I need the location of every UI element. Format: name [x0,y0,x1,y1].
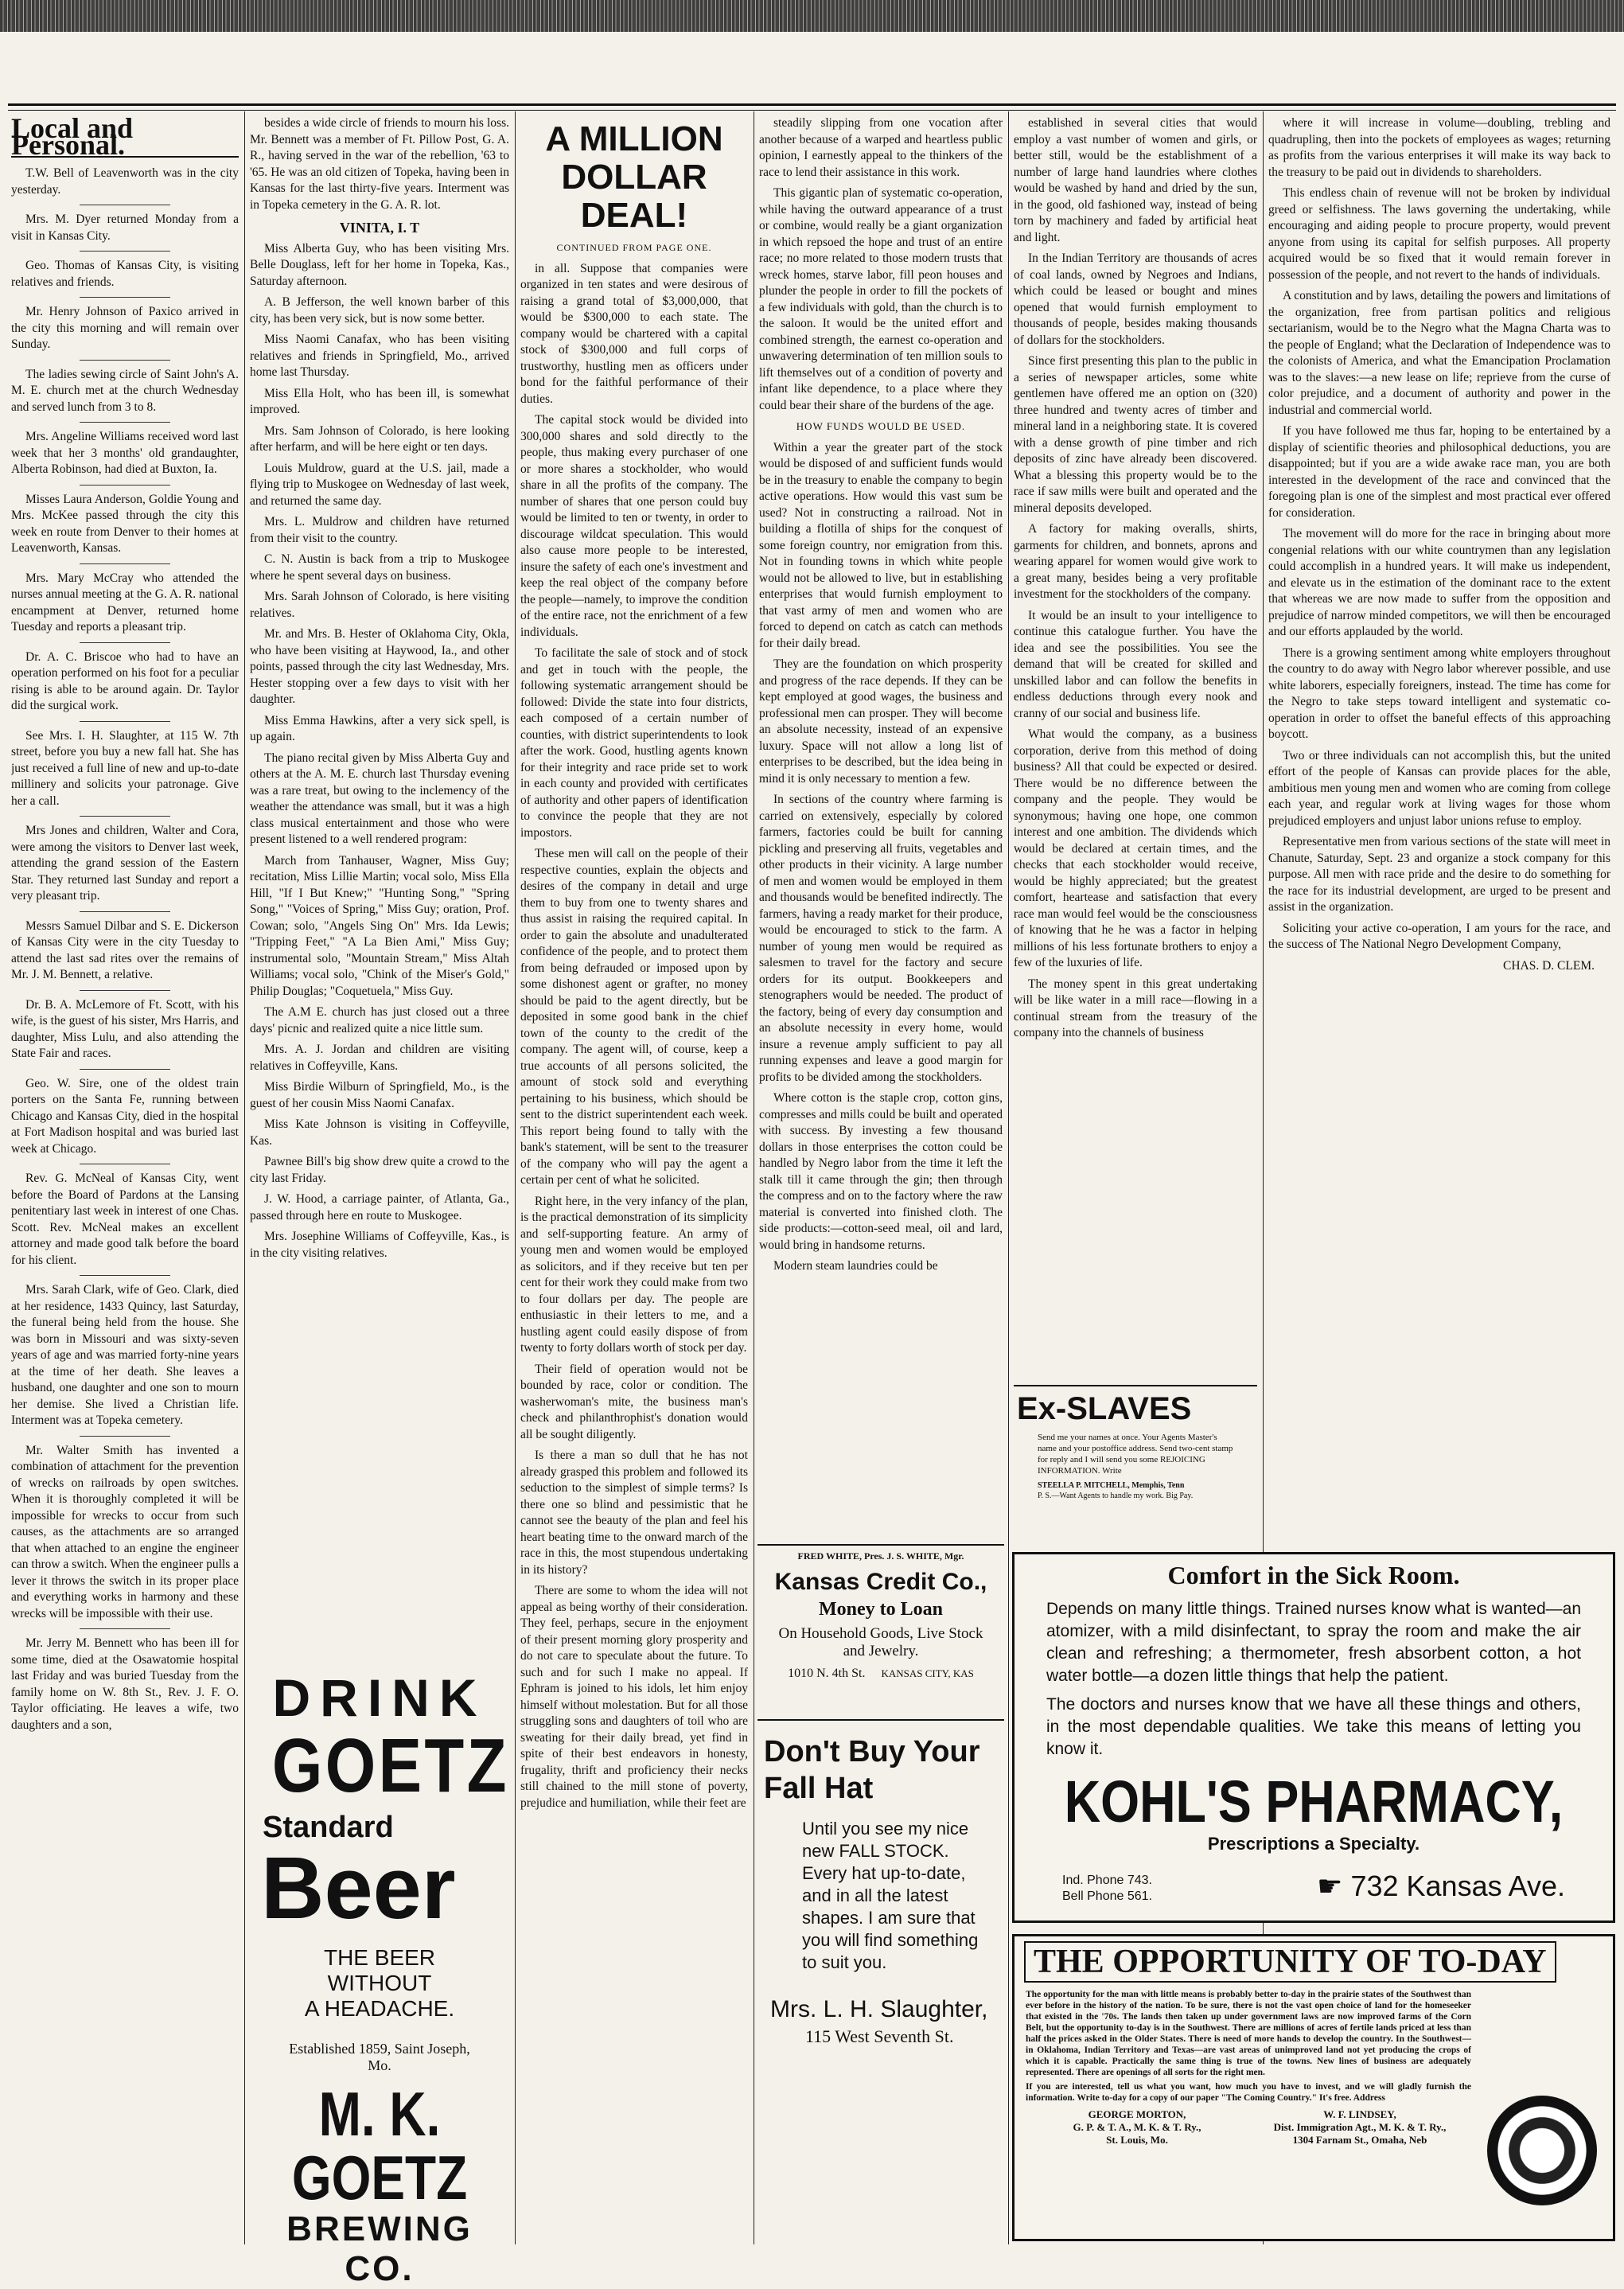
column-divider [1008,111,1009,2244]
credit-city: KANSAS CITY, KAS [881,1667,974,1679]
contact-1-name: GEORGE MORTON, [1088,2108,1186,2120]
paragraph: Pawnee Bill's big show drew quite a crowd to the city last Friday. [250,1155,509,1185]
paragraph: A. B Jefferson, the well known barber of this city, has been very sick, but is now some better. [250,295,509,326]
column-divider [244,111,245,2244]
paragraph: Mrs. Mary McCray who attended the nurses annual meeting at the G. A. R. national encampment at Denver, returned home Tuesday and reports a pleasant trip. [11,571,239,634]
paragraph: Mr. Henry Johnson of Paxico arrived in the city this morning and will remain over Sunday. [11,305,239,351]
paragraph: Mrs Jones and children, Walter and Cora, were among the visitors to Denver last week, attending the grand session of the Eastern Star. They returned last Sunday and report a very pleasant trip. [11,824,239,903]
paragraph: in all. Suppose that companies were organized in ten states and were desirous of raising a grand total of $3,000,000, that would be $300,000 to each state. The company would be chartered with a capital stock of $300,000 and full corps of trustworthy, hustling men as officers under bond for the faithful performance of their duties. [520,261,748,406]
opportunity-body: The opportunity for the man with little means is probably better to-day in the prairie states of the Southwest than ever before in the history of the nation. To be sure, there is not the vast open choice of land for the homeseeker that existed in the '70s. The lands then taken up under government laws are now improved farms of the Corn Belt, but the opportunity to-day is in the Southwest. There are millions of acres of fertile lands priced at less than half the prices asked in the Older States. There is need of more hands to develop the country. In the Southwest—in Oklahoma, Indian Territory and Texas—are vast areas of unimproved land not yet producing the crops of which it is capable. Practically the same thing is true of the towns. New lines of business are adequately represented. There are openings of all sorts for the right men. [1026,1990,1471,2077]
pharmacy-tag: Prescriptions a Specialty. [1207,1834,1420,1854]
exslaves-title: Ex-SLAVES [1017,1391,1192,1426]
ad-line-3: A HEADACHE. [304,1996,455,2021]
article-body-5 [1268,115,1610,953]
paragraph: Since first presenting this plan to the public in a series of newspaper articles, some white gentlemen have offered me an option on (320) three hundred and twenty acres of timber and mineral land in a neighboring state. It is covered with a dense growth of pine timber and rich deposits of zinc have already been discovered. What a blessing this property would be to the race if saw mills were built and operated and the mineral deposits developed. [1014,354,1257,515]
paragraph: besides a wide circle of friends to mourn his loss. Mr. Bennett was a member of Ft. Pillow Post, G. A. R., having served in the war of the rebellion, '63 to '65. He was an old citizen of Topeka, having been in Kansas for the last thirty-five years. Interment was in Topeka cemetery in the G. A. R. lot. [250,116,509,212]
paragraph: Within a year the greater part of the stock would be disposed of and sufficient funds would be in the treasury to enable the company to begin active operations. How would this vast sum be used? Not in constructing a railroad. Not in building a flotilla of ships for the conquest of some foreign country, nor emigration from this. Not in founding towns in which white people would not be allowed to live, but in establishing enterprises that would furnish employment to that vast army of men and women who are forced to depend on catch as catch can methods for their daily bread. [759,440,1003,650]
page-top-edge [0,0,1624,32]
paragraph: Two or three individuals can not accomplish this, but the united effort of the people of Kansas can provide places for the able, ambitious men young men and women who are coming from college each year, and regular work at living wages for those whom prejudiced employers and unjust labor unions refuse to employ. [1268,748,1610,828]
paragraph: Dr. B. A. McLemore of Ft. Scott, with his wife, is the guest of his sister, Mrs Harris, and daughter, Miss Lulu, and also attending the State Fair and races. [11,997,239,1060]
kohls-pharmacy-ad [1012,1552,1615,1923]
ad-standard: Standard [263,1811,394,1844]
opportunity-body-2: If you are interested, tell us what you want, how much you have to invest, and we will gladly furnish the information. Write to-day for a copy of our paper "The Coming Country." It's free. Address [1026,2082,1471,2103]
ad-brewing: BREWING CO. [286,2209,473,2288]
paragraph: Mr. and Mrs. B. Hester of Oklahoma City, Okla, who have been visiting at Haywood, Ia., and other points, passed through the city last Wednesday, Mrs. Hester stopping over a few days to visit with her daughter. [250,627,509,706]
column-vinita [250,115,509,1636]
paragraph: Miss Birdie Wilburn of Springfield, Mo., is the guest of her cousin Miss Naomi Canafax. [250,1080,509,1110]
paragraph: Mr. Jerry M. Bennett who has been ill for some time, died at the Osawatomie hospital last Friday and was buried Tuesday from the family home on W. 8th St., Rev. J. F. O. Taylor officiating. He leaves a wife, two daughters and a son, [11,1636,239,1732]
pharmacy-body-2: The doctors and nurses know that we have all these things and others, in the most dependable qualities. We take this means of letting you know it. [1046,1695,1581,1758]
paragraph: March from Tanhauser, Wagner, Miss Guy; recitation, Miss Lillie Martin; vocal solo, Miss Ella Hill, "If I But Knew;" "Hunting Song," "Spring Song," "Voices of Spring," Miss Guy; oration, Prof. Cowan; solo, "Angels Sing On" Mrs. Ida Lewis; "Tripping Feet," "A La Bien Ami," Miss Guy; instrumental solo, "Mountain Stream," Miss Altah Williams; vocal solo, "Chink of the Miser's Gold," Philip Douglas; "Coquetuela," Miss Guy. [250,853,509,998]
paragraph: See Mrs. I. H. Slaughter, at 115 W. 7th street, before you buy a new fall hat. She has just received a full line of new and up-to-date millinery and solicits your patronage. Give her a call. [11,728,239,808]
credit-officers: FRED WHITE, Pres. J. S. WHITE, Mgr. [797,1550,964,1562]
paragraph: Dr. A. C. Briscoe who had to have an operation performed on his foot for a peculiar rising is able to be around again. Dr. Taylor did the surgical work. [11,649,239,712]
paragraph: Mrs. Josephine Williams of Coffeyville, Kas., is in the city visiting relatives. [250,1230,509,1260]
paragraph: It would be an insult to your intelligence to continue this catalogue further. You have the idea and see the possibilities. You see the demand that will be created for skilled and unskilled labor and can follow the benefits in endless deductions through every nook and cranny of our social and business life. [1014,608,1257,720]
hat-body: Until you see my nice new FALL STOCK. Every hat up-to-date, and in all the latest shapes. I am sure that you will find something to suit you. [802,1819,979,1972]
paragraph: Miss Kate Johnson is visiting in Coffeyville, Kas. [250,1117,509,1148]
paragraph: The ladies sewing circle of Saint John's A. M. E. church met at the church Wednesday and served lunch from 3 to 8. [11,367,239,414]
ad-beer: Beer [261,1839,456,1937]
contact-2-name: W. F. LINDSEY, [1323,2108,1396,2120]
paragraph: T.W. Bell of Leavenworth was in the city yesterday. [11,166,239,197]
column-divider [515,111,516,2244]
opportunity-of-today-ad [1012,1934,1615,2241]
paragraph: where it will increase in volume—doubling, trebling and quadrupling, then into the pockets of employees as wages; returning as profits from the various enterprises it will make its way back to the treasury to be paid out in dividends to shareholders. [1268,116,1610,179]
paragraph: Modern steam laundries could be [773,1259,938,1273]
credit-name: Kansas Credit Co., [774,1569,987,1595]
paragraph: Miss Emma Hawkins, after a very sick spell, is up again. [250,713,509,743]
hat-title: Don't Buy Your Fall Hat [764,1735,980,1805]
paragraph: They are the foundation on which prosperity and progress of the race depends. If they can be kept employed at good wages, the business and professional men can prosper. They will become an absolute necessity, instead of an expensive luxury. Space will not allow a long list of enterprises to be described, but the idea being in mind it is only necessary to mention a few. [759,657,1003,786]
paragraph: There is a growing sentiment among white employers throughout the country to do away with Negro labor wherever possible, and use white laborers, especially foreigners, instead. The time has come for the Negro to take steps toward intelligent and systematic co-operation in order to offset the baneful effects of this approaching boycott. [1268,645,1610,741]
item-separator [80,297,170,298]
contact-2-title: Dist. Immigration Agt., M. K. & T. Ry., [1273,2121,1447,2133]
exslaves-name: STEELLA P. MITCHELL, Memphis, Tenn [1038,1481,1185,1490]
column-divider [1263,111,1264,2244]
paragraph: Where cotton is the staple crop, cotton gins, compresses and mills could be built and operated with success. By investing a few thousand dollars in those enterprises the cotton could be handled by Negro labor from the time it left the stalk till it came through the gin; then through the compress and on to the factory where the raw material is converted into finished cloth. The side products:—cotton-seed meal, oil and lard, would bring in handsome returns. [759,1091,1003,1252]
vinita-items-list [250,241,509,1262]
paragraph: Mrs. Angeline Williams received word last week that her 3 months' old grandaughter, Alberta Robinson, had died at Buxton, Ia. [11,430,239,476]
column-article-continued [759,115,1003,1532]
paragraph: There are some to whom the idea will not appeal as being worthy of their consideration. They feel, perhaps, secure in the enjoyment of their present morning glory prosperity and do not care to speculate about the future. To such and for such I make no appeal. If Ephram is joined to his idols, let him enjoy himself without molestation. But for all those struggling sons and daughters of toil who are sweating for their daily bread, yet find in spite of their best endeavors in honesty, frugality, thrift and proficiency their necks still chained to the mill stone of poverty, prejudice and humiliation, while their feet are [520,1584,748,1810]
paragraph: Mrs. M. Dyer returned Monday from a visit in Kansas City. [11,213,239,243]
masthead-rule-thin [8,110,1616,111]
paragraph: Geo. Thomas of Kansas City, is visiting relatives and friends. [11,259,239,289]
column-local-personal [11,115,239,2240]
paragraph: Misses Laura Anderson, Goldie Young and Mrs. McKee passed through the city this week en route from Denver to their homes at Leavenworth, Kansas. [11,492,239,555]
continued-line: CONTINUED FROM PAGE ONE. [556,242,712,253]
paragraph: The capital stock would be divided into 300,000 shares and sold directly to the people, thus making every purchaser of one or more shares a stockholder, who would share in all the profits of the company. The number of shares that one person could buy would be limited to ten or twenty, in order to discourage wildcat speculation. This would also cause more people to be interested, insure the safety of each one's investment and keep the real object of the company before the people—namely, to improve the condition of the entire race, not the enrichment of a few individuals. [520,413,748,639]
paragraph: The movement will do more for the race in bringing about more congenial relations with our white countrymen than any legislation could accomplish in a hundred years. It will make us independent, and elevate us in the estimation of the dominant race to the extent that whereas we are now made to suffer from the opposition and prejudice of narrow minded competitors, we will then be encouraged and our efforts applauded by the world. [1268,527,1610,638]
paragraph: steadily slipping from one vocation after another because of a warped and heartless public opinion, I earnestly appeal to the thinkers of the race to lend their assistance in this work. [759,116,1003,179]
item-separator [80,911,170,912]
pharmacy-heading: Comfort in the Sick Room. [1167,1561,1460,1589]
paragraph: This endless chain of revenue will not be broken by individual greed or selfishness. The laws governing the undertaking, while encouraging and aiding people to procure property, would prevent anyone from using its capital for selfish purposes. All property acquired would be so fixed that it would remain forever in possession of the people, and not revert to the hands of individuals. [1268,186,1610,282]
paragraph: Their field of operation would not be bounded by race, color or condition. The washerwoman's mite, the business man's check and philanthrophist's donation would all be sought diligently. [520,1362,748,1441]
paragraph: This gigantic plan of systematic co-operation, while having the outward appearance of a trust or combine, would really be a giant organization in which repsoed the hope and trust of an entire race; no more related to those modern trusts that wreck homes, starve labor, fill peon houses and plunder the people in order to fill the pockets of a few individuals with gold, than the church is to the saloon. It would be the united effort and combined strength, the earnest co-operation and unwavering determination of ten million souls to lift themselves out of a condition of poverty and infant like dependence, to a place where they could bear their share of the burdens of the age. [759,186,1003,412]
item-separator [80,251,170,252]
article-title: A MILLION DOLLAR DEAL! [545,119,723,235]
column-million-dollar-deal [520,115,748,2240]
ad-established: Established 1859, Saint Joseph, Mo. [289,2041,470,2073]
contact-1-city: St. Louis, Mo. [1106,2134,1168,2146]
item-separator [80,563,170,564]
paragraph: Soliciting your active co-operation, I am yours for the race, and the success of The National Negro Development Company, [1268,921,1610,951]
paragraph: Messrs Samuel Dilbar and S. E. Dickerson of Kansas City were in the city Tuesday to attend the last sad rites over the remains of Mr. J. M. Bennett, a relative. [11,918,239,981]
paragraph: Is there a man so dull that he has not already grasped this problem and followed its seduction to the simplest of simple terms? Is there one so blind and pessimistic that he cannot see the beauty of the plan and feel his heart beating time to the onward march of the race in this, the most stupendous undertaking in its history? [520,1449,748,1577]
item-separator [80,1069,170,1070]
paragraph: established in several cities that would employ a vast number of women and girls, or better still, would be the establishment of a number of large hand laundries where clothes would be washed by hand and dried by the sun, in the good, old fashioned way, instead of being torn by machinery and faded by artificial heat and light. [1014,116,1257,244]
funds-subhead: HOW FUNDS WOULD BE USED. [796,420,966,432]
column-article-continued-3 [1014,115,1257,1373]
paragraph: Mrs. Sarah Clark, wife of Geo. Clark, died at her residence, 1433 Quincy, last Saturday, the funeral being held from the house. She was born in Missouri and was sixty-seven years of age and was married forty-nine years at the time of her death. She leaves a husband, one daughter and one son to mourn her demise. She lived a Christian life. Interment was at Topeka cemetery. [11,1283,239,1427]
item-separator [80,1275,170,1276]
opportunity-title: THE OPPORTUNITY OF TO-DAY [1024,1941,1556,1983]
paragraph: Louis Muldrow, guard at the U.S. jail, made a flying trip to Muskogee on Wednesday of last week, and returned the same day. [250,461,509,508]
masthead-rule [8,103,1616,106]
ex-slaves-ad [1014,1385,1257,1538]
column-article-continued-4 [1268,115,1610,1524]
item-separator [80,816,170,817]
paragraph: To facilitate the sale of stock and of stock and get in touch with the people, the following systematic arrangement should be followed: Divide the state into four districts, each composed of a certain number of counties, with district superintendents to look after the work. Good, hustling agents known for their integrity and race pride set to work in each county and provided with certificates of authority and other papers of identification to convince the people that they are not impostors. [520,646,748,840]
pharmacy-address: 732 Kansas Ave. [1350,1870,1565,1902]
paragraph: Miss Naomi Canafax, who has been visiting relatives and friends in Springfield, Mo., arrived home last Thursday. [250,333,509,379]
article-body-4 [1014,115,1257,1042]
goetz-beer-ad [253,1659,509,2288]
ad-line-1: THE BEER [323,1945,436,1970]
paragraph: What would the company, as a business corporation, derive from this method of doing business? All that could be expected or desired. There would be no difference between the company and the people. They would be synonymous; having one hope, one common interest and one ambition. The dividends which would be declared at certain times, and the checks that each stockholder would receive, would be highly appreciated; but the greatest comfort, heartease and satisfaction that every race man would feel would be the consciousness of knowing that he he was a factor in helping millions of his less fortunate brothers to enjoy a few of the luxuries of life. [1014,727,1257,969]
paragraph: In the Indian Territory are thousands of acres of coal lands, owned by Negroes and Indians, which could be leased or bought and mines opened that would furnish employment to thousands of people, besides making thousands of dollars for the stockholders. [1014,252,1257,347]
hat-address: 115 West Seventh St. [805,2026,954,2046]
paragraph: If you have followed me thus far, hoping to be entertained by a display of scientific theories and philosophical deductions, you are disappointed; but if you are a wide awake race man, you are both interested in the development of the race and convinced that the foregoing plan is one of the simplest and most practical ever offered for consideration. [1268,424,1610,520]
paragraph: Miss Ella Holt, who has been ill, is somewhat improved. [250,386,509,416]
kansas-credit-ad [757,1544,1004,1721]
contact-1-title: G. P. & T. A., M. K. & T. Ry., [1073,2121,1201,2133]
vinita-heading: VINITA, I. T [339,220,420,236]
item-separator [80,721,170,722]
ad-company: M. K. GOETZ [291,2079,468,2213]
paragraph: A factory for making overalls, shirts, garments for children, and bonnets, aprons and wearing apparel for women would give work to a great many, besides being a very profitable investment for the stockholders of the company. [1014,522,1257,601]
paragraph: Mrs. Sam Johnson of Colorado, is here looking after herfarm, and will be here eight or ten days. [250,423,509,454]
fall-hat-ad [757,1726,1004,2235]
credit-tag: Money to Loan [819,1599,943,1620]
contact-2-city: 1304 Farnam St., Omaha, Neb [1292,2134,1427,2146]
pharmacy-phone-2: Bell Phone 561. [1062,1889,1152,1903]
paragraph: C. N. Austin is back from a trip to Muskogee where he spent several days on business. [250,552,509,583]
article-body [520,261,748,1812]
paragraph: Mrs. L. Muldrow and children have returned from their visit to the country. [250,515,509,545]
credit-address: 1010 N. 4th St. [788,1667,866,1680]
item-separator [80,1436,170,1437]
ad-goetz: GOETZ [271,1723,509,1808]
pharmacy-body-1: Depends on many little things. Trained nurses know what is wanted—an atomizer, with a mild disinfectant, to spray the room and make the air clean and refreshing; a thermometer, fresh absorbent cotton, a hot water bottle—a dozen little things that help the patient. [1046,1600,1581,1685]
ad-line-2: WITHOUT [327,1971,432,1995]
exslaves-footer: P. S.—Want Agents to handle my work. Big Pay. [1038,1492,1194,1500]
hand-pointer-icon: ☛ [1317,1870,1343,1902]
exslaves-body: Send me your names at once. Your Agents Master's name and your postoffice address. Send two-cent stamp for reply and I will send you some REJOICING INFORMATION. Write [1038,1433,1233,1476]
item-separator [80,990,170,991]
signature: CHAS. D. CLEM. [1503,958,1595,973]
paragraph: Miss Alberta Guy, who has been visiting Mrs. Belle Douglass, left for her home in Topeka, Kas., Saturday afternoon. [250,241,509,288]
paragraph: Rev. G. McNeal of Kansas City, went before the Board of Pardons at the Lansing penitentiary last week in interest of one Chas. Scott. Rev. McNeal makes an excellent attorney and made good talk before the board for his client. [11,1172,239,1267]
paragraph: Right here, in the very infancy of the plan, is the practical demonstration of its simplicity and self-supporting feature. An army of young men and women would be employed as solicitors, and if they receive but ten per cent for their work they could make from two to four dollars per day. The people are enthusiastic in their letters to me, and a hustling agent could easily dispose of from twenty to forty dollars worth of stock per day. [520,1194,748,1355]
item-separator [80,642,170,643]
obituary-continued [250,115,509,213]
item-separator [80,1628,170,1629]
paragraph: Mrs. Sarah Johnson of Colorado, is here visiting relatives. [250,590,509,620]
paragraph: In sections of the country where farming is carried on extensively, especially by colored farmers, factories could be built for canning pickling and preserving all fruits, vegetables and other products in their vicinity. A large number of men and women would be employed in them and thousands would be benefited indirectly. The farmers, having a ready market for their produce, would be encouraged to stick to the farm. A number of young men would be required as salesmen to travel for the factory and secure orders for its output. Bookkeepers and stenographers would be needed. The product of the factory, being of every day consumption and an absolute necessity in every home, would insure a revenue amply sufficient to pay all running expenses and leave a good margin for profits to be divided among the stockholders. [759,793,1003,1084]
paragraph: Representative men from various sections of the state will meet in Chanute, Saturday, Sept. 23 and organize a stock company for this purpose. All men with race pride and the desire to do something for the race for its industrial development, are urged to be present and assist in the organization. [1268,835,1610,914]
paragraph: The money spent in this great undertaking will be like water in a mill race—flowing in a continual stream from the treasury of the company into the channels of business [1014,977,1257,1039]
paragraph: The A.M E. church has just closed out a three days' picnic and realized quite a nice little sum. [250,1005,509,1035]
local-items-list [11,166,239,1733]
paragraph: Mr. Walter Smith has invented a combination of attachment for the prevention of wrecks on railroads by open switches. When it is thoroughly completed it will be impossible for wrecks to occur from such causes, as the attachments are so arranged that when attached to an engine the engineer can throw a switch. When the engineer pulls a lever it throws the switch in its proper place and everything works in harmony and these wrecks will be impossible with their use. [11,1443,239,1620]
paragraph: Mrs. A. J. Jordan and children are visiting relatives in Coffeyville, Kans. [250,1043,509,1073]
article-body-3 [759,440,1003,1275]
item-separator [80,422,170,423]
ad-drink: DRINK [272,1668,487,1727]
paragraph: J. W. Hood, a carriage painter, of Atlanta, Ga., passed through here en route to Muskogee. [250,1192,509,1222]
pharmacy-phone-1: Ind. Phone 743. [1062,1874,1152,1887]
paragraph: These men will call on the people of their respective counties, explain the objects and desires of the company in detail and urge them to buy from one to twenty shares and thus assist in raising the required capital. In order to gain the absolute and unadulterated confidence of the people, and to protect them from being defrauded or imposed upon by some dishonest agent or grafter, no money should be paid to the agent directly, but be deposited in some good bank in the chief town of the county to the credit of the company. The agent will, of course, keep a true accounts of all persons solicited, the amount of stock sold and everything pertaining to his business, which should be sent to the district superintendent each week. This report being found to tally with the bank's statement, will be sent to the treasurer of the company who will pay the agent a certain per cent of what he solicited. [520,847,748,1187]
item-separator [80,360,170,361]
article-body-2 [759,115,1003,414]
paragraph: The piano recital given by Miss Alberta Guy and others at the A. M. E. church last Thursday evening was a rare treat, but owing to the inclemency of the weather the attendance was small, but it was a high class musical entertainment and those who were present listened to a well rendered program: [250,751,509,846]
paragraph: Geo. W. Sire, one of the oldest train porters on the Santa Fe, running between Chicago and Kansas City, died in the hospital at Fort Madison hospital and was buried last week at Chicago. [11,1076,239,1156]
railway-logo-icon [1487,2096,1597,2205]
credit-desc: On Household Goods, Live Stock and Jewelry. [778,1625,983,1659]
hat-name: Mrs. L. H. Slaughter, [770,1996,988,2022]
local-personal-heading: Local and Personal. [11,120,239,158]
pharmacy-name: KOHL'S PHARMACY, [1064,1768,1564,1835]
paragraph: A constitution and by laws, detailing the powers and limitations of the organization, free from partisan politics and religious sectarianism, would be to the Negro what the Magna Charta was to the people of England; what the Declaration of Independence was to the colonists of America, and what the Emancipation Proclamation was to the slaves:—a new lease on life; reprieve from the curse of color prejudice, and a document of authority and power in the industrial and commercial world. [1268,289,1610,417]
